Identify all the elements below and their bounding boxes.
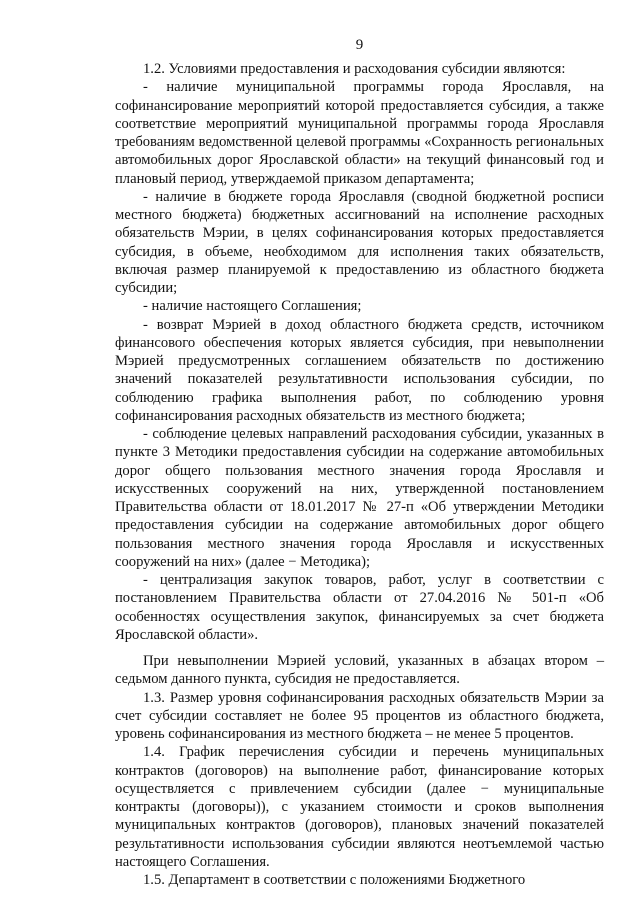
paragraph-1-2-heading: 1.2. Условиями предоставления и расходования субсидии являются: <box>143 61 566 77</box>
paragraph-condition-agreement: - наличие настоящего Соглашения; <box>143 298 362 315</box>
paragraph-condition-target-use: - соблюдение целевых направлений расходования субсидии, указанных в пункте 3 Методики предоставления субсидии на содержание автомобильных дорог общего пользования местного значения города Ярославля и искусственных сооружений на них, утвержденной постановлением Правительства области от 18.01.2017 № 27-п «Об утверждении Методики предоставления субсидии на содержание автомобильных дорог общего пользования местного значения города Ярославля и искусственных сооружений на них» (далее − Методика); <box>115 426 604 570</box>
paragraph-condition-budget: - наличие в бюджете города Ярославля (сводной бюджетной росписи местного бюджета) бюджетных ассигнований на исполнение расходных обязательств Мэрии, в целях софинансирования которых предоставляется субсидия, в объеме, необходимом для исполнения таких обязательств, включая размер планируемой к предоставлению из областного бюджета субсидии; <box>115 188 604 296</box>
paragraph-condition-procurement: - централизация закупок товаров, работ, услуг в соответствии с постановлением Правительства области от 27.04.2016 № 501-п «Об особенностях осуществления закупок, финансируемых за счет бюджета Ярославской области». <box>115 572 604 643</box>
paragraph-1-3: 1.3. Размер уровня софинансирования расходных обязательств Мэрии за счет субсидии составляет не более 95 процентов из областного бюджета, уровень софинансирования из местного бюджета – не менее 5 процентов. <box>115 689 604 742</box>
paragraph-condition-program: - наличие муниципальной программы города Ярославля, на софинансирование мероприятий которой предоставляется субсидия, а также соответствие мероприятий муниципальной программы города Ярославля требованиям ведомственной целевой программы «Сохранность региональных автомобильных дорог Ярославской области» на текущий финансовый год и плановый период, утверждаемой приказом департамента; <box>115 79 604 187</box>
paragraph-1-5: 1.5. Департамент в соответствии с положениями Бюджетного <box>143 872 526 888</box>
paragraph-condition-refund: - возврат Мэрией в доход областного бюджета средств, источником финансового обеспечения которых является субсидия, при невыполнении Мэрией предусмотренных соглашением обязательств по достижению значений показателей результативности использования субсидии, по соблюдению графика выполнения работ, по соблюдению уровня софинансирования расходных обязательств из местного бюджета; <box>115 316 604 424</box>
page-number: 9 <box>355 37 364 53</box>
paragraph-non-fulfillment: При невыполнении Мэрией условий, указанных в абзацах втором – седьмом данного пункта, субсидия не предоставляется. <box>115 653 604 688</box>
paragraph-1-4: 1.4. График перечисления субсидии и перечень муниципальных контрактов (договоров) на выполнение работ, финансирование которых осуществляется с привлечением субсидии (далее − муниципальные контракты (договоры)), с указанием стоимости и сроков выполнения муниципальных контрактов (договоров), плановых значений показателей результативности использования субсидии являются неотъемлемой частью настоящего Соглашения. <box>115 744 604 870</box>
